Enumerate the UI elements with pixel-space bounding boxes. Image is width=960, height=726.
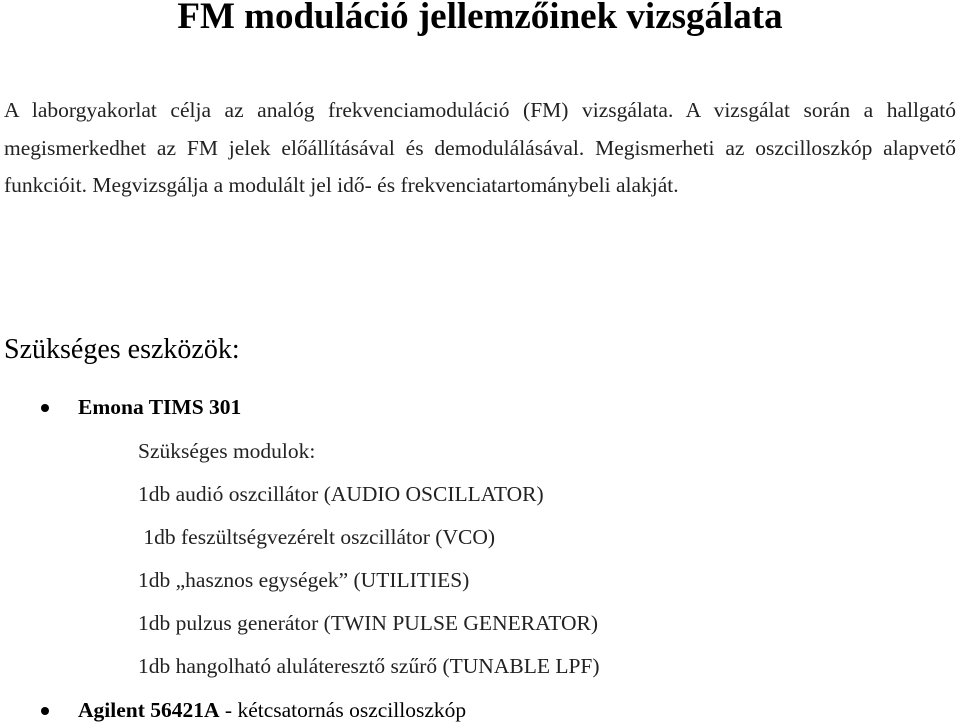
module-item: 1db „hasznos egységek” (UTILITIES) [138, 568, 470, 592]
module-item: 1db audió oszcillátor (AUDIO OSCILLATOR) [138, 482, 544, 506]
bullet-icon [41, 707, 49, 715]
tool-name: Emona TIMS 301 [78, 395, 242, 419]
page-title: FM moduláció jellemzőinek vizsgálata [177, 0, 783, 37]
tool-item-tims [78, 392, 241, 422]
tool-item-agilent [78, 695, 466, 725]
module-item: 1db feszültségvezérelt oszcillátor (VCO) [138, 525, 496, 549]
tool-name: Agilent 56421A [78, 698, 220, 722]
intro-paragraph: A laborgyakorlat célja az analóg frekvenciamoduláció (FM) vizsgálata. A vizsgálat során a hallgató megismerkedhet az FM jelek előállításával és demodulálásával. Megismerheti az oszcilloszkóp alapvető funkcióit. Megvizsgálja a modulált jel idő- és frekvenciatartománybeli alakját. [4, 98, 956, 198]
tool-description: - kétcsatornás oszcilloszkóp [219, 698, 467, 722]
module-item: 1db hangolható aluláteresztő szűrő (TUNABLE LPF) [138, 654, 600, 678]
tools-heading: Szükséges eszközök: [4, 334, 240, 365]
bullet-icon [41, 404, 49, 412]
modules-label: Szükséges modulok: [138, 439, 316, 463]
module-item: 1db pulzus generátor (TWIN PULSE GENERATOR) [138, 611, 598, 635]
